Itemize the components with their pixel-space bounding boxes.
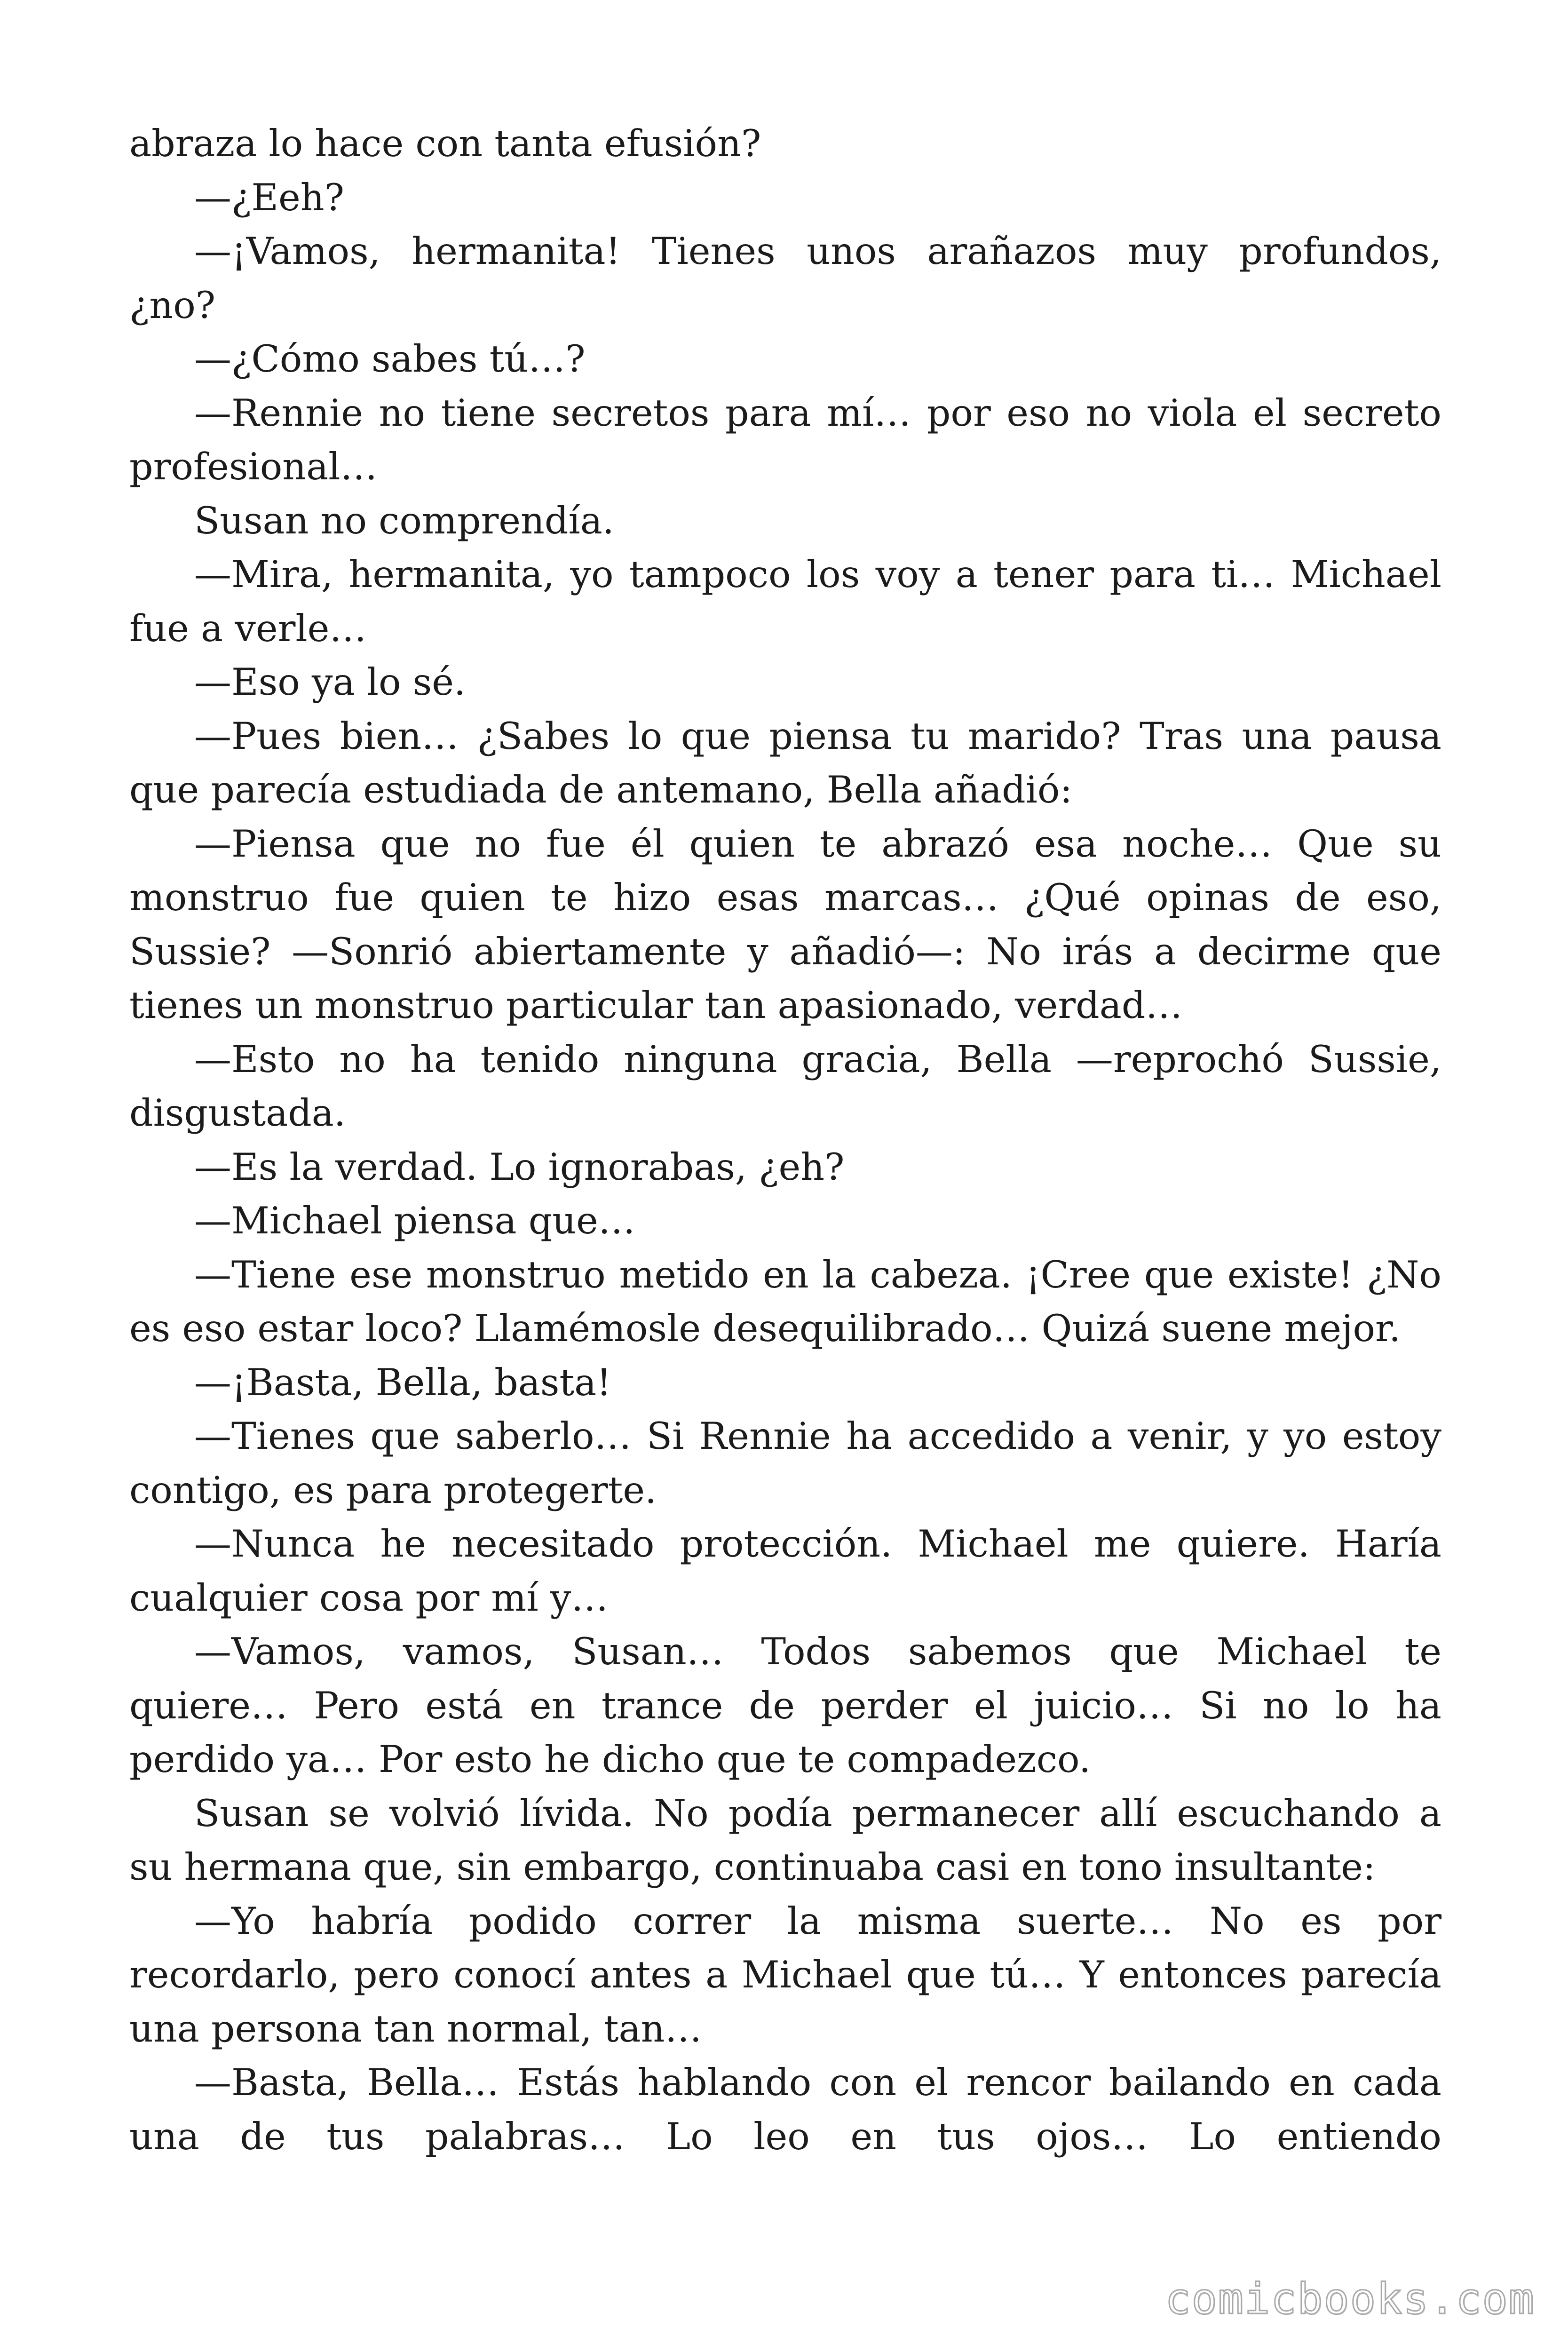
text-line: Susan se volvió lívida. No podía permanecer allí escuchando a [194, 1791, 1441, 1835]
text-line: tienes un monstruo particular tan apasionado, verdad… [129, 984, 1183, 1027]
text-line: que parecía estudiada de antemano, Bella añadió: [129, 768, 1073, 811]
text-line: monstruo fue quien te hizo esas marcas… ¿Qué opinas de eso, [129, 876, 1441, 919]
text-line: una persona tan normal, tan… [129, 2007, 702, 2050]
text-line: —Pues bien… ¿Sabes lo que piensa tu marido? Tras una pausa [194, 714, 1441, 758]
text-line: es eso estar loco? Llamémosle desequilibrado… Quizá suene mejor. [129, 1307, 1401, 1350]
text-line: —¡Basta, Bella, basta! [194, 1360, 611, 1404]
text-line: Susan no comprendía. [194, 499, 614, 542]
text-line: recordarlo, pero conocí antes a Michael que tú… Y entonces parecía [129, 1953, 1441, 1996]
text-line: —Nunca he necesitado protección. Michael me quiere. Haría [194, 1522, 1441, 1565]
text-line: contigo, es para protegerte. [129, 1468, 657, 1512]
text-line: —Rennie no tiene secretos para mí… por eso no viola el secreto [194, 391, 1441, 435]
text-line: abraza lo hace con tanta efusión? [129, 122, 761, 165]
text-line: profesional… [129, 445, 378, 488]
watermark: comicbooks.com [1165, 2274, 1535, 2324]
text-line: —Vamos, vamos, Susan… Todos sabemos que Michael te [194, 1630, 1441, 1673]
text-line: —Eso ya lo sé. [194, 660, 466, 704]
text-line: —Piensa que no fue él quien te abrazó esa noche… Que su [194, 822, 1441, 866]
text-line: Sussie? —Sonrió abiertamente y añadió—: No irás a decirme que [129, 930, 1441, 973]
text-line: —Basta, Bella… Estás hablando con el rencor bailando en cada [194, 2061, 1441, 2104]
text-line: fue a verle… [129, 606, 367, 650]
text-line: quiere… Pero está en trance de perder el juicio… Si no lo ha [129, 1684, 1441, 1727]
text-line: —Mira, hermanita, yo tampoco los voy a tener para ti… Michael [194, 553, 1441, 596]
text-line: —¿Cómo sabes tú…? [194, 337, 586, 381]
text-line: —Yo habría podido correr la misma suerte… No es por [194, 1899, 1441, 1943]
text-line: —Tiene ese monstruo metido en la cabeza. ¡Cree que existe! ¿No [194, 1253, 1441, 1296]
text-line: —Michael piensa que… [194, 1199, 635, 1242]
text-line: ¿no? [129, 283, 216, 327]
text-line: disgustada. [129, 1091, 346, 1135]
text-line: —¿Eeh? [194, 175, 345, 219]
text-line: cualquier cosa por mí y… [129, 1576, 609, 1620]
body-text [129, 117, 1441, 2163]
text-line: una de tus palabras… Lo leo en tus ojos… Lo entiendo [129, 2114, 1441, 2158]
text-line: —Esto no ha tenido ninguna gracia, Bella —reprochó Sussie, [194, 1037, 1441, 1081]
text-line: —¡Vamos, hermanita! Tienes unos arañazos muy profundos, [194, 230, 1441, 273]
text-line: —Tienes que saberlo… Si Rennie ha accedido a venir, y yo estoy [194, 1414, 1441, 1458]
text-line: perdido ya… Por esto he dicho que te compadezco. [129, 1738, 1091, 1781]
text-line: —Es la verdad. Lo ignorabas, ¿eh? [194, 1145, 845, 1189]
text-line: su hermana que, sin embargo, continuaba casi en tono insultante: [129, 1845, 1376, 1889]
